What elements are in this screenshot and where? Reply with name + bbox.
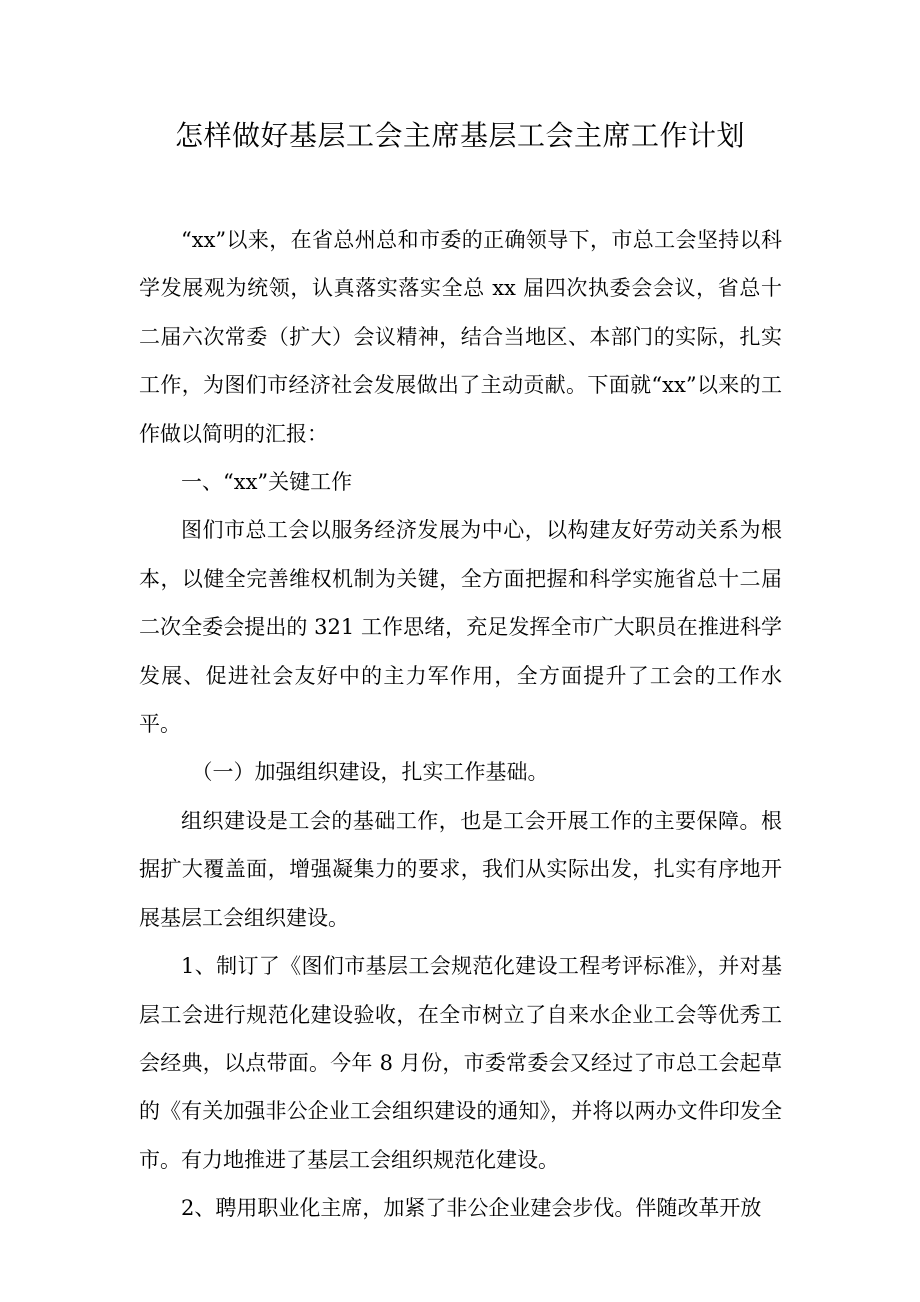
section-heading-key-work: 一、“xx”关键工作 xyxy=(181,470,353,495)
paragraph-intro: “xx”以来，在省总州总和市委的正确领导下，市总工会坚持以科学发展观为统领，认真落实落实全总 xx 届四次执委会会议，省总十二届六次常委（扩大）会议精神，结合当地区、本部门的实际，扎实工作，为图们市经济社会发展做出了主动贡献。下面就“xx”以来的工作做以简明的汇报： xyxy=(139,228,782,446)
paragraph-overview: 图们市总工会以服务经济发展为中心，以构建友好劳动关系为根本，以健全完善维权机制为关键，全方面把握和科学实施省总十二届二次全委会提出的 321 工作思绪，充足发挥全市广大职员在推进科学发展、促进社会友好中的主力军作用，全方面提升了工会的工作水平。 xyxy=(139,518,782,737)
subsection-heading-organization: （一）加强组织建设，扎实工作基础。 xyxy=(191,760,549,785)
paragraph-item-2: 2、聘用职业化主席，加紧了非公企业建会步伐。伴随改革开放 xyxy=(181,1196,762,1221)
document-body xyxy=(139,216,782,1233)
paragraph-organization: 组织建设是工会的基础工作，也是工会开展工作的主要保障。根据扩大覆盖面，增强凝集力的要求，我们从实际出发，扎实有序地开展基层工会组织建设。 xyxy=(139,808,782,930)
document-title: 怎样做好基层工会主席基层工会主席工作计划 xyxy=(174,119,745,152)
paragraph-item-1: 1、制订了《图们市基层工会规范化建设工程考评标准》，并对基层工会进行规范化建设验收，在全市树立了自来水企业工会等优秀工会经典，以点带面。今年 8 月份，市委常委会又经过了市总工会起草的《有关加强非公企业工会组织建设的通知》，并将以两办文件印发全市。有力地推进了基层工会组织规范化建设。 xyxy=(139,954,782,1172)
